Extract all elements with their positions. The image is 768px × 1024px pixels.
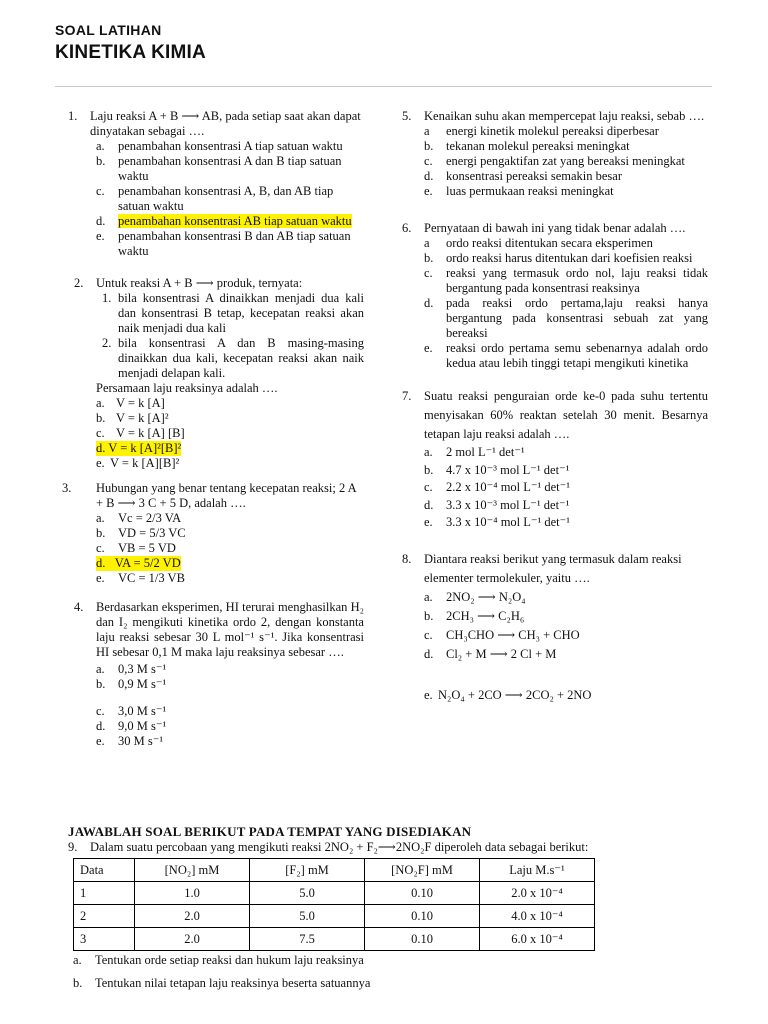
option-label: b. (96, 677, 106, 691)
option-b (96, 677, 364, 692)
option-text: penambahan konsentrasi B dan AB tiap satuan waktu (118, 229, 351, 258)
option-label: c. (96, 704, 105, 718)
option-a (96, 511, 364, 526)
option-c (96, 704, 364, 719)
option-label: b. (96, 526, 106, 540)
table-header-cell: [F₂] mM (250, 859, 365, 882)
option-label: e. (96, 456, 105, 470)
right-column (402, 109, 708, 705)
option-b (96, 526, 364, 541)
doc-subtitle: SOAL LATIHAN (55, 22, 162, 38)
question-4 (68, 600, 364, 749)
question-text: Suatu reaksi penguraian orde ke-0 pada suhu tertentu menyisakan 60% reaktan setelah 30 menit. Besarnya tetapan laju reaksi adalah …. (424, 389, 708, 441)
option-label: e. (424, 341, 433, 355)
option-c (424, 479, 708, 497)
question-6 (402, 221, 708, 371)
option-a (424, 124, 708, 139)
question-9 (68, 840, 718, 855)
data-table (73, 858, 595, 951)
table-row (74, 928, 595, 951)
option-label: e. (424, 687, 433, 702)
option-a (96, 139, 364, 154)
option-label: d. (424, 497, 434, 512)
option-c (424, 266, 708, 296)
option-label: d. (96, 556, 106, 570)
option-text: energi pengaktifan zat yang bereaksi meningkat (446, 154, 685, 168)
option-label: d. (96, 214, 106, 228)
table-header-cell: Data (74, 859, 135, 882)
fact-1 (102, 291, 364, 336)
option-text: 3.3 x 10⁻³ mol L⁻¹ det⁻¹ (446, 497, 570, 512)
option-text: 2NO₂ ⟶ N₂O₄ (446, 589, 526, 604)
option-text: 2.2 x 10⁻⁴ mol L⁻¹ det⁻¹ (446, 480, 570, 494)
option-a (96, 662, 364, 677)
option-d (96, 441, 364, 456)
question-2 (68, 276, 364, 471)
option-e (424, 184, 708, 199)
option-e (424, 514, 708, 532)
option-text: VC = 1/3 VB (118, 571, 185, 585)
option-list (96, 139, 364, 259)
option-list (424, 588, 708, 705)
option-text: 2 mol L⁻¹ det⁻¹ (446, 445, 525, 459)
question-text: Kenaikan suhu akan mempercepat laju reaksi, sebab …. (424, 109, 705, 123)
table-row (74, 882, 595, 905)
option-label: c. (424, 627, 433, 642)
option-d (424, 169, 708, 184)
option-text: 0,3 M s⁻¹ (118, 662, 167, 676)
fact-label: 1. (102, 291, 112, 305)
table-header-cell: Laju M.s⁻¹ (480, 859, 595, 882)
option-label: a. (96, 511, 105, 525)
highlighted-answer: V = k [A]²[B]² (108, 441, 182, 455)
table-header-cell: [NO₂F] mM (365, 859, 480, 882)
option-a (424, 236, 708, 251)
option-text: reaksi ordo pertama semu sebenarnya adalah ordo kedua atau lebih tinggi tetapi mengikuti kinetika (446, 341, 708, 370)
question-1 (68, 109, 364, 259)
option-text: 9,0 M s⁻¹ (118, 719, 167, 733)
option-list (96, 396, 364, 471)
table-cell: 1 (74, 882, 135, 905)
option-d (424, 296, 708, 341)
left-column (62, 109, 364, 749)
option-text: 3,0 M s⁻¹ (118, 704, 167, 718)
highlighted-answer: VA = 5/2 VD (114, 556, 181, 570)
option-b (424, 462, 708, 480)
option-c (96, 184, 364, 214)
option-text: 0,9 M s⁻¹ (118, 677, 167, 691)
option-d (96, 214, 364, 229)
option-label: d. (424, 296, 434, 310)
option-label: e. (96, 571, 105, 585)
option-label: b. (424, 251, 434, 265)
sub-text: Tentukan orde setiap reaksi dan hukum laju reaksinya (95, 953, 364, 967)
table-cell: 0.10 (365, 905, 480, 928)
table-cell: 5.0 (250, 905, 365, 928)
question-number: 5. (402, 109, 412, 123)
option-text: penambahan konsentrasi A dan B tiap satuan waktu (118, 154, 342, 183)
table-cell: 0.10 (365, 928, 480, 951)
fact-list (102, 291, 364, 381)
option-e (96, 734, 364, 749)
highlighted-answer: penambahan konsentrasi AB tiap satuan waktu (118, 214, 352, 228)
question-text: Dalam suatu percobaan yang mengikuti reaksi 2NO₂ + F₂⟶2NO₂F diperoleh data sebagai berikut: (90, 840, 589, 854)
option-c (96, 426, 364, 441)
question-text: Berdasarkan eksperimen, HI terurai menghasilkan H₂ dan I₂ mengikuti kinetika ordo 2, dengan konstanta laju reaksi sebesar 30 L mol⁻¹ s⁻¹. Jika konsentrasi HI sebesar 0,1 M maka laju reaksinya sebesar …. (96, 600, 364, 659)
option-a (96, 396, 364, 411)
option-text: konsentrasi pereaksi semakin besar (446, 169, 622, 183)
table-cell: 2.0 (135, 905, 250, 928)
question-5 (402, 109, 708, 199)
question-number: 9. (68, 840, 78, 854)
option-label: b. (424, 462, 434, 477)
option-text: ordo reaksi ditentukan secara eksperimen (446, 236, 653, 250)
table-cell: 4.0 x 10⁻⁴ (480, 905, 595, 928)
option-e (424, 341, 708, 371)
option-b (424, 607, 708, 626)
option-label: d. (96, 441, 106, 455)
option-a (424, 588, 708, 607)
option-text: luas permukaan reaksi meningkat (446, 184, 614, 198)
table-cell: 2.0 (135, 928, 250, 951)
fact-text: bila konsentrasi A dinaikkan menjadi dua kali dan konsentrasi B tetap, kecepatan reaksi akan naik menjadi dua kali (118, 291, 364, 335)
option-text: V = k [A] [B] (116, 426, 185, 440)
option-label: e. (96, 229, 105, 243)
option-label: c. (96, 426, 105, 440)
option-e (96, 229, 364, 259)
option-label: c. (96, 184, 105, 198)
option-list (424, 124, 708, 199)
doc-title: KINETIKA KIMIA (55, 42, 206, 63)
option-text: V = k [A] (116, 396, 165, 410)
option-text: energi kinetik molekul pereaksi diperbesar (446, 124, 659, 138)
question-text: Hubungan yang benar tentang kecepatan reaksi; 2 A + B ⟶ 3 C + 5 D, adalah …. (96, 481, 356, 510)
option-label: a. (96, 662, 105, 676)
option-text: V = k [A]² (116, 411, 169, 425)
option-text: Cl₂ + M ⟶ 2 Cl + M (446, 646, 557, 661)
option-label: a (424, 236, 430, 250)
option-text: ordo reaksi harus ditentukan dari koefisien reaksi (446, 251, 693, 265)
option-label: a. (424, 445, 433, 459)
option-text: N₂O₄ + 2CO ⟶ 2CO₂ + 2NO (438, 687, 592, 702)
option-text: 2CH₃ ⟶ C₂H₆ (446, 608, 525, 623)
option-d (424, 497, 708, 515)
option-label: a. (424, 589, 433, 604)
option-label: b. (96, 154, 106, 168)
question-text: Untuk reaksi A + B ⟶ produk, ternyata: (96, 276, 303, 290)
option-text: 4.7 x 10⁻³ mol L⁻¹ det⁻¹ (446, 462, 570, 477)
option-b (424, 139, 708, 154)
question-number: 1. (68, 109, 78, 123)
question-text: Pernyataan di bawah ini yang tidak benar adalah …. (424, 221, 686, 235)
question-8 (402, 550, 708, 705)
option-label: d. (424, 646, 434, 661)
question-number: 2. (74, 276, 84, 290)
option-label: a (424, 124, 430, 138)
option-text: tekanan molekul pereaksi meningkat (446, 139, 630, 153)
option-label: c. (424, 266, 433, 280)
option-b (424, 251, 708, 266)
option-text: V = k [A][B]² (110, 456, 180, 470)
option-label: e. (424, 515, 433, 529)
table-cell: 2 (74, 905, 135, 928)
option-b (96, 411, 364, 426)
question-text: Laju reaksi A + B ⟶ AB, pada setiap saat akan dapat dinyatakan sebagai …. (90, 109, 361, 138)
question-number: 7. (402, 389, 412, 403)
question-number: 6. (402, 221, 412, 235)
option-list (96, 662, 364, 749)
table-cell: 1.0 (135, 882, 250, 905)
option-c (424, 626, 708, 645)
option-text: VD = 5/3 VC (118, 526, 186, 540)
option-label: a. (96, 396, 105, 410)
table-header-cell: [NO₂] mM (135, 859, 250, 882)
option-list (96, 511, 364, 586)
option-b (96, 154, 364, 184)
question-number: 4. (74, 600, 84, 614)
question-number: 3. (62, 481, 72, 495)
question-7 (402, 387, 708, 532)
option-label: b. (96, 411, 106, 425)
option-text: Vc = 2/3 VA (118, 511, 182, 525)
option-label: d. (424, 169, 434, 183)
option-c (424, 154, 708, 169)
option-e (96, 571, 364, 586)
option-list (424, 236, 708, 371)
option-label: e. (424, 184, 433, 198)
option-label: b. (424, 608, 434, 623)
sub-question-b (73, 976, 713, 991)
table-cell: 3 (74, 928, 135, 951)
option-text: penambahan konsentrasi A tiap satuan waktu (118, 139, 343, 153)
option-d (96, 556, 364, 571)
fact-text: bila konsentrasi A dan B masing-masing dinaikkan dua kali, kecepatan reaksi akan naik menjadi delapan kali. (118, 336, 364, 380)
option-text: 3.3 x 10⁻⁴ mol L⁻¹ det⁻¹ (446, 515, 570, 529)
question-3 (62, 481, 364, 586)
option-label: a. (96, 139, 105, 153)
option-label: d. (96, 719, 106, 733)
option-d (424, 645, 708, 664)
option-text: reaksi yang termasuk ordo nol, laju reaksi tidak bergantung pada konsentrasi reaksinya (446, 266, 708, 295)
option-label: e. (96, 734, 105, 748)
option-d (96, 719, 364, 734)
question-text: Diantara reaksi berikut yang termasuk dalam reaksi elementer termolekuler, yaitu …. (424, 551, 682, 585)
option-c (96, 541, 364, 556)
option-text: CH₃CHO ⟶ CH₃ + CHO (446, 627, 580, 642)
table-header-row (74, 859, 595, 882)
option-label: c. (424, 154, 433, 168)
option-label: c. (424, 480, 433, 494)
option-text: pada reaksi ordo pertama,laju reaksi hanya bergantung pada konsentrasi sebuah zat yang bereaksi (446, 296, 708, 340)
question-number: 8. (402, 551, 412, 566)
option-text: penambahan konsentrasi A, B, dan AB tiap satuan waktu (118, 184, 334, 213)
option-list (424, 444, 708, 532)
option-text: 30 M s⁻¹ (118, 734, 164, 748)
sub-question-a (73, 953, 713, 968)
header-divider (55, 86, 712, 87)
table-row (74, 905, 595, 928)
table-cell: 2.0 x 10⁻⁴ (480, 882, 595, 905)
option-text: VB = 5 VD (118, 541, 176, 555)
option-e (96, 456, 364, 471)
question-prompt: Persamaan laju reaksinya adalah …. (96, 381, 278, 395)
fact-2 (102, 336, 364, 381)
sub-label: a. (73, 953, 82, 967)
option-label: c. (96, 541, 105, 555)
fact-label: 2. (102, 336, 112, 350)
table-cell: 7.5 (250, 928, 365, 951)
table-cell: 5.0 (250, 882, 365, 905)
sub-text: Tentukan nilai tetapan laju reaksinya beserta satuannya (95, 976, 371, 990)
table-cell: 0.10 (365, 882, 480, 905)
sub-label: b. (73, 976, 83, 990)
option-label: b. (424, 139, 434, 153)
section-title: JAWABLAH SOAL BERIKUT PADA TEMPAT YANG DISEDIAKAN (68, 824, 472, 839)
option-a (424, 444, 708, 462)
table-cell: 6.0 x 10⁻⁴ (480, 928, 595, 951)
option-e (424, 686, 708, 705)
